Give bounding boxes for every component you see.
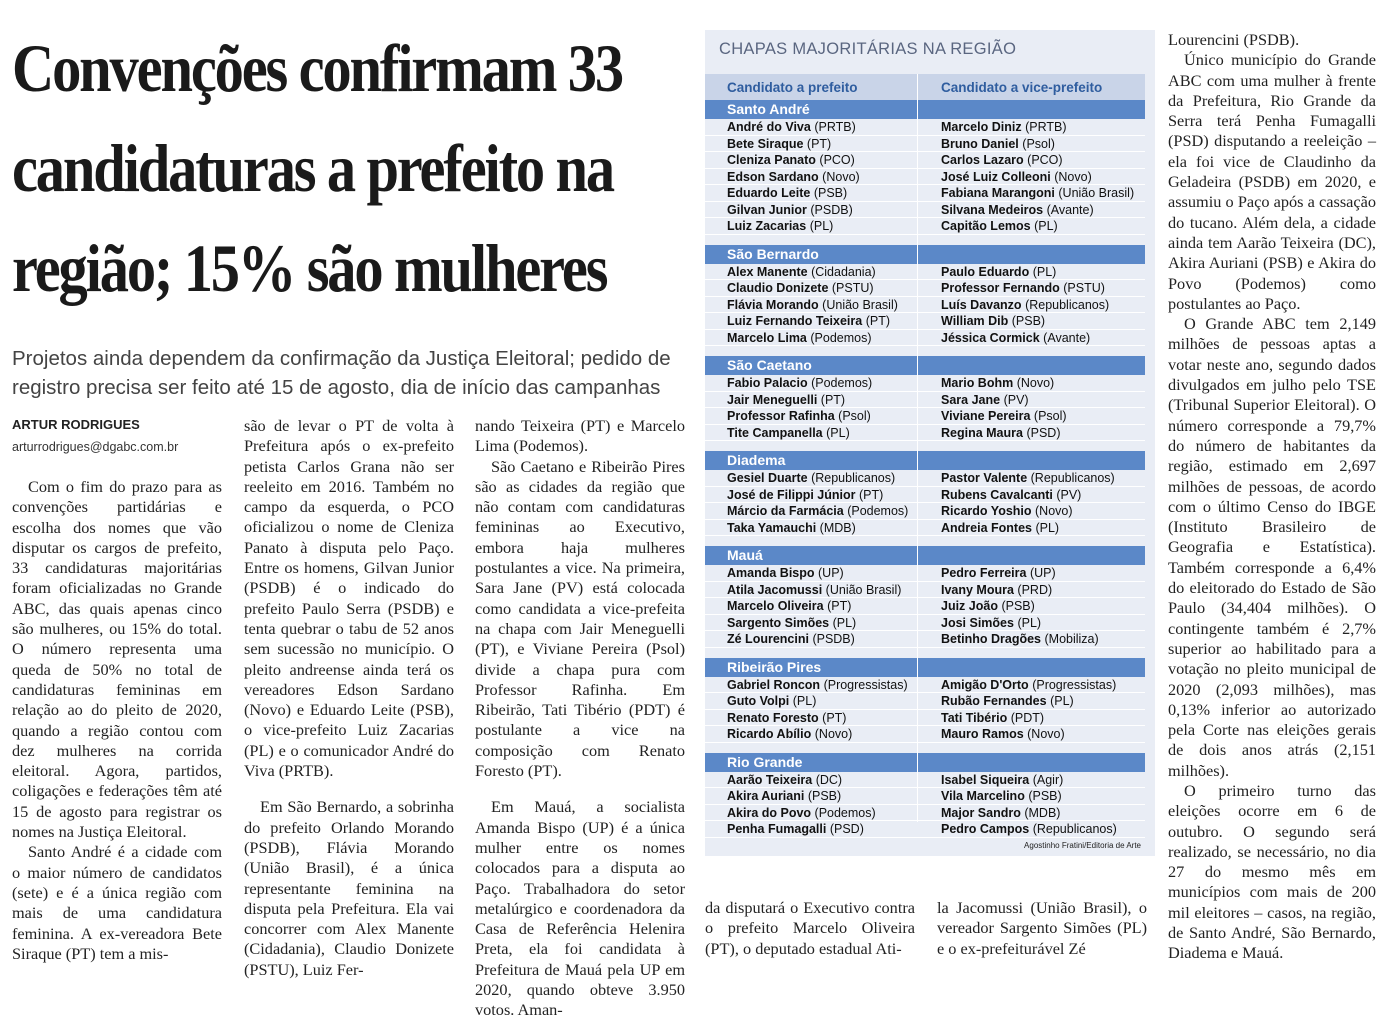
candidate-party: (Podemos) [814,805,876,820]
candidate-party: (Republicanos) [811,471,896,485]
candidate-party: (PT) [858,487,884,502]
table-row [705,631,1145,648]
candidato-prefeito [727,330,872,346]
table-row [705,693,1145,710]
candidate-party: (Podemos) [810,330,872,345]
header-prefeito: Candidato a prefeito [727,80,858,95]
table-row [705,582,1145,599]
paragraph: Único município do Grande ABC com uma mulher à frente da Prefeitura, Rio Grande da Serra terá Penha Fumagalli (PSD) disputando a reeleição – ela foi vice de Claudinho da Geladeira (PSDB) em 2020, e assumiu o Paço após a cassação do tucano. Além dela, a cidade ainda tem Aarão Teixeira (DC), Akira Auriani (PSB) e Akira do Povo (Podemos) como postulantes ao Paço. [1168,50,1376,313]
city-group [705,753,1145,838]
column-divider [917,74,918,822]
table-row [705,136,1145,153]
candidate-party: (PRTB) [1025,120,1067,134]
candidato-prefeito [727,487,883,503]
candidate-name: Paulo Eduardo [941,264,1030,279]
candidate-name: Juiz João [941,599,998,613]
candidato-prefeito [727,313,890,329]
candidato-prefeito [727,565,844,581]
candidate-name: Renato Foresto [727,710,819,725]
table-row [705,565,1145,582]
candidate-party: (PSTU) [831,281,874,295]
article-column-6 [1168,30,1376,964]
candidato-prefeito [727,503,908,519]
candidato-prefeito [727,693,816,709]
table-row [705,821,1145,838]
subhead: Projetos ainda dependem da confirmação da Justiça Eleitoral; pedido de registro precisa ser feito até 15 de agosto, dia de início das campanhas [12,347,671,399]
candidate-party: (PT) [865,314,891,328]
candidate-party: (Republicanos) [1025,297,1110,312]
candidate-party: (PT) [827,599,852,613]
candidate-name: Bruno Daniel [941,136,1019,151]
table-row [705,218,1145,235]
candidate-name: José de Filippi Júnior [727,487,856,502]
paragraph: la Jacomussi (União Brasil), o vereador Sargento Simões (PL) e o ex-prefeiturável Zé [937,898,1147,958]
table-row [705,520,1145,537]
table-row [705,470,1145,487]
candidate-party: (Cidadania) [811,264,876,279]
city-group [705,245,1145,347]
table-row [705,805,1145,822]
table-row [705,119,1145,136]
candidate-party: (PT) [820,392,846,407]
table-row [705,169,1145,186]
candidate-name: Taka Yamauchi [727,520,817,535]
candidate-party: (Mobiliza) [1044,632,1099,646]
candidate-party: (Republicanos) [1030,471,1115,485]
table-row [705,264,1145,281]
candidate-party: (PT) [806,136,832,151]
candidate-name: Regina Maura [941,425,1023,440]
candidate-party: (PL) [792,694,817,708]
candidate-party: (PL) [832,615,857,630]
candidate-name: Marcelo Diniz [941,120,1022,134]
candidate-party: (Progressistas) [823,677,908,692]
candidato-vice [941,631,1099,647]
candidate-party: (União Brasil) [822,297,898,312]
candidate-name: Ricardo Yoshio [941,504,1032,518]
candidate-name: Pastor Valente [941,471,1028,485]
city-group [705,658,1145,743]
candidato-vice [941,520,1059,536]
candidate-name: Akira Auriani [727,789,805,803]
candidato-vice [941,152,1063,168]
candidate-party: (PCO) [1027,153,1063,167]
candidate-name: Luiz Zacarias [727,219,807,233]
candidato-vice [941,330,1090,346]
candidate-party: (Novo) [814,727,853,741]
candidato-prefeito [727,185,847,201]
table-row [705,503,1145,520]
candidate-name: Amanda Bispo [727,566,815,580]
candidate-party: (Podemos) [847,504,909,518]
candidato-vice [941,280,1105,296]
candidato-vice [941,202,1094,218]
table-row [705,185,1145,202]
candidate-party: (Psol) [838,409,871,423]
candidato-vice [941,375,1054,391]
candidate-name: Josi Simões [941,615,1014,630]
candidato-prefeito [727,470,895,486]
author-byline: ARTUR RODRIGUES [12,417,140,432]
table-row [705,152,1145,169]
paragraph: O Grande ABC tem 2,149 milhões de pessoas aptas a votar neste ano, segundo dados divulgados em julho pelo TSE (Tribunal Superior Eleitoral). O número corresponde a 79,7% do número de habitantes da região, estimado em 2,697 milhões de pessoas, de acordo com o último Censo do IBGE (Instituto Brasileiro de Geografia e Estatística). Também corresponde a 6,4% do eleitorado do Estado de São Paulo (34,404 milhões). O contingente também é 2,7% superior ao habilitado para a votação no pleito municipal de 2020 (2,093 milhões), mas 0,13% inferior ao autorizado pela Corte nas eleições gerais de dois anos atrás (2,151 milhões). [1168,314,1376,780]
candidato-vice [941,119,1067,135]
candidato-prefeito [727,375,872,391]
article-column-3 [475,416,685,1021]
candidate-party: (PL) [809,219,834,233]
candidate-party: (MDB) [819,520,856,535]
headline: Convenções confirmam 33 candidaturas a prefeito na região; 15% são mulheres [12,30,622,306]
candidate-name: Penha Fumagalli [727,822,827,836]
table-row [705,726,1145,743]
candidato-prefeito [727,582,901,598]
candidate-name: Rubens Cavalcanti [941,487,1053,502]
candidate-party: (PSDB) [812,632,855,646]
candidate-party: (Novo) [1054,169,1092,184]
candidato-vice [941,169,1092,185]
candidate-name: Professor Rafinha [727,409,835,423]
city-group [705,451,1145,536]
candidate-name: Akira do Povo [727,805,812,820]
candidate-party: (PSB) [1028,789,1062,803]
table-row [705,202,1145,219]
candidato-vice [941,598,1035,614]
table-row [705,330,1145,347]
candidate-name: Atila Jacomussi [727,582,823,597]
candidate-party: (Agir) [1032,772,1064,787]
candidate-name: Luiz Fernando Teixeira [727,314,863,328]
candidate-party: (Psol) [1022,136,1055,151]
candidate-name: Gesiel Duarte [727,471,808,485]
city-title: São Bernardo [705,245,1145,264]
candidato-prefeito [727,169,860,185]
candidato-prefeito [727,136,831,152]
candidate-party: (PSD) [829,822,864,836]
candidato-prefeito [727,805,876,821]
candidate-name: Ivany Moura [941,582,1014,597]
candidate-name: Major Sandro [941,805,1021,820]
candidato-vice [941,487,1081,503]
candidato-vice [941,470,1115,486]
candidato-vice [941,408,1067,424]
candidate-name: André do Viva [727,120,811,134]
candidato-prefeito [727,297,898,313]
candidate-party: (Psol) [1033,409,1067,423]
city-title: São Caetano [705,356,1145,375]
candidate-party: (PL) [1034,219,1058,233]
candidato-prefeito [727,631,855,647]
candidate-party: (Republicanos) [1032,822,1117,836]
candidato-vice [941,788,1062,804]
header-vice: Candidato a vice-prefeito [941,80,1103,95]
candidato-vice [941,582,1052,598]
article-column-4 [705,898,915,959]
table-row [705,313,1145,330]
candidate-party: (Avante) [1043,330,1091,345]
candidato-vice [941,218,1058,234]
candidate-party: (Novo) [822,169,860,184]
candidate-name: Claudio Donizete [727,281,829,295]
candidate-party: (MDB) [1024,805,1061,820]
candidate-name: Guto Volpi [727,694,790,708]
table-row [705,375,1145,392]
paragraph: Em São Bernardo, a sobrinha do prefeito Orlando Morando (PSDB), Flávia Morando (União Brasil), é a única representante feminina na disputa pela Prefeitura. Ela vai concorrer com Alex Manente (Cidadania), Claudio Donizete (PSTU), Luiz Fer- [244,797,454,979]
candidato-prefeito [727,821,864,837]
candidato-vice [941,392,1029,408]
candidate-name: Alex Manente [727,264,808,279]
candidate-party: (União Brasil) [825,582,902,597]
candidato-prefeito [727,520,856,536]
candidato-prefeito [727,202,853,218]
candidato-prefeito [727,264,876,280]
candidato-prefeito [727,280,874,296]
candidato-prefeito [727,408,871,424]
candidate-party: (UP) [1029,566,1056,580]
candidate-party: (PDT) [1010,710,1045,725]
table-row [705,710,1145,727]
paragraph: O primeiro turno das eleições ocorre em 6 de outubro. O segundo será realizado, se necessário, no dia 27 do mesmo mês em municípios com mais de 200 mil eleitores – casos, na região, de Santo André, São Bernardo, Diadema e Mauá. [1168,780,1376,963]
candidate-name: Vila Marcelino [941,789,1025,803]
candidato-prefeito [727,119,856,135]
candidate-name: Andreia Fontes [941,520,1032,535]
candidate-name: Luís Davanzo [941,297,1022,312]
candidate-party: (DC) [815,772,843,787]
candidate-party: (PSB) [1001,599,1035,613]
candidate-name: Amigão D'Orto [941,677,1029,692]
paragraph: são de levar o PT de volta à Prefeitura após o ex-prefeito petista Carlos Grana não ser reeleito em 2016. Também no campo da esquerda, o PCO oficializou o nome de Cleniza Panato à disputa pelo Paço. Entre os homens, Gilvan Junior (PSDB) é o indicado do prefeito Paulo Serra (PSDB) e tenta quebrar o tabu de 52 anos sem sucessão no município. O pleito andreense ainda terá os vereadores Edson Sardano (Novo) e Eduardo Leite (PSB), o vice-prefeito Luiz Zacarias (PL) e o comunicador André do Viva (PRTB). [244,416,454,781]
article-column-2 [244,416,454,980]
candidate-name: Professor Fernando [941,281,1060,295]
candidate-party: (União Brasil) [1058,186,1135,200]
candidate-party: (PV) [1003,392,1029,407]
candidato-vice [941,693,1074,709]
candidate-name: Gabriel Roncon [727,677,821,692]
paragraph: São Caetano e Ribeirão Pires são as cidades da região que não contam com candidaturas femininas ao Executivo, embora haja mulheres postulantes a vice. Na primeira, Sara Jane (PV) está colocada como candidata a vice-prefeita na chapa com Jair Meneguelli (PT), e Viviane Pereira (Psol) divide a chapa pura com Professor Rafinha. Em Ribeirão, Tati Tibério (PDT) é postulante a vice na composição com Renato Foresto (PT). [475,456,685,781]
chapas-title: CHAPAS MAJORITÁRIAS NA REGIÃO [719,40,1017,58]
paragraph: Santo André é a cidade com o maior número de candidatos (sete) e é a única região com mais de uma candidatura feminina. A ex-vereadora Bete Siraque (PT) tem a mis- [12,842,222,963]
table-row [705,425,1145,442]
candidato-prefeito [727,615,856,631]
table-row [705,392,1145,409]
candidato-vice [941,615,1041,631]
candidate-party: (Novo) [1027,727,1065,741]
table-row [705,598,1145,615]
candidato-prefeito [727,726,852,742]
candidato-prefeito [727,788,841,804]
city-group [705,546,1145,648]
candidate-name: Jair Meneguelli [727,392,818,407]
table-header [705,74,1145,100]
candidate-party: (PSD) [1026,425,1061,440]
candidato-vice [941,313,1045,329]
candidato-prefeito [727,218,833,234]
candidate-name: Betinho Dragões [941,632,1042,646]
candidate-party: (PSB) [807,789,842,803]
candidato-prefeito [727,772,842,788]
candidate-name: Marcelo Lima [727,330,807,345]
candidate-name: Tite Campanella [727,425,823,440]
candidate-party: (PRTB) [814,120,856,134]
candidate-name: José Luiz Colleoni [941,169,1051,184]
candidate-name: Silvana Medeiros [941,202,1044,217]
candidate-name: Márcio da Farmácia [727,504,844,518]
candidate-name: Cleniza Panato [727,153,816,167]
candidato-prefeito [727,710,846,726]
candidate-name: Pedro Campos [941,822,1030,836]
candidate-party: (PL) [1035,520,1060,535]
candidate-name: Mauro Ramos [941,727,1024,741]
candidate-party: (PL) [826,425,850,440]
city-title: Mauá [705,546,1145,565]
candidato-vice [941,726,1065,742]
candidate-name: Marcelo Oliveira [727,599,824,613]
author-email[interactable]: arturrodrigues@dgabc.com.br [12,440,179,454]
city-title: Diadema [705,451,1145,470]
candidato-prefeito [727,425,850,441]
candidate-party: (PSTU) [1063,281,1105,295]
candidato-vice [941,710,1044,726]
candidato-prefeito [727,392,845,408]
candidate-name: Mario Bohm [941,376,1014,390]
candidate-party: (PV) [1056,487,1082,502]
candidate-party: (PT) [822,710,847,725]
candidate-name: William Dib [941,314,1009,328]
candidate-name: Eduardo Leite [727,186,811,200]
candidate-name: Zé Lourencini [727,632,809,646]
city-group [705,100,1145,235]
candidate-party: (PSB) [1011,314,1046,328]
candidate-name: Rubão Fernandes [941,694,1047,708]
table-row [705,772,1145,789]
candidate-name: Sara Jane [941,392,1001,407]
candidato-vice [941,185,1134,201]
candidato-vice [941,297,1109,313]
table-row [705,408,1145,425]
candidato-vice [941,821,1117,837]
candidate-name: Edson Sardano [727,169,819,184]
paragraph: Com o fim do prazo para as convenções partidárias e escolha dos nomes que vão disputar os cargos de prefeito, 33 candidaturas majoritárias foram oficializadas no Grande ABC, das quais apenas cinco são mulheres, ou 15% do total. O número representa uma queda de 50% no total de candidaturas femininas em relação ao do pleito de 2020, quando a região contou com dez mulheres na corrida eleitoral. Agora, partidos, coligações e federações têm até 15 de agosto para registrar os nomes na Justiça Eleitoral. [12,477,222,842]
candidate-name: Fabiana Marangoni [941,186,1055,200]
city-title: Rio Grande [705,753,1145,772]
table-row [705,297,1145,314]
article-column-1 [12,477,222,964]
candidate-party: (Progressistas) [1032,677,1117,692]
table-row [705,677,1145,694]
candidate-party: (PSDB) [810,202,853,217]
candidato-prefeito [727,677,908,693]
candidate-name: Bete Siraque [727,136,804,151]
city-title: Santo André [705,100,1145,119]
table-row [705,280,1145,297]
candidate-party: (Avante) [1046,202,1094,217]
city-title: Ribeirão Pires [705,658,1145,677]
candidate-name: Carlos Lazaro [941,153,1024,167]
table-row [705,487,1145,504]
candidate-party: (PSB) [813,186,848,200]
paragraph: da disputará o Executivo contra o prefeito Marcelo Oliveira (PT), o deputado estadual Ati- [705,898,915,958]
city-group [705,356,1145,441]
candidate-name: Fabio Palacio [727,376,808,390]
candidate-party: (Podemos) [811,376,873,390]
candidate-name: Tati Tibério [941,710,1008,725]
table-row [705,615,1145,632]
candidate-party: (PCO) [819,153,855,167]
candidato-vice [941,805,1060,821]
candidate-name: Pedro Ferreira [941,566,1027,580]
candidate-name: Isabel Siqueira [941,772,1030,787]
candidate-name: Aarão Teixeira [727,772,813,787]
candidato-vice [941,264,1056,280]
candidate-name: Jéssica Cormick [941,330,1040,345]
candidate-name: Ricardo Abílio [727,727,812,741]
candidato-vice [941,136,1055,152]
candidate-name: Capitão Lemos [941,219,1031,233]
candidato-vice [941,565,1056,581]
candidato-vice [941,425,1060,441]
paragraph: Lourencini (PSDB). [1168,30,1300,49]
candidate-name: Sargento Simões [727,615,830,630]
candidate-party: (Novo) [1016,376,1055,390]
article-column-5 [937,898,1147,959]
candidate-party: (PL) [1050,694,1074,708]
candidate-name: Viviane Pereira [941,409,1031,423]
candidato-prefeito [727,598,851,614]
candidato-prefeito [727,152,855,168]
paragraph: nando Teixeira (PT) e Marcelo Lima (Podemos). [475,416,685,456]
chapas-table [705,30,1155,856]
candidate-party: (PRD) [1017,582,1053,597]
candidate-name: Gilvan Junior [727,202,807,217]
candidate-party: (PL) [1032,264,1057,279]
table-row [705,788,1145,805]
candidate-party: (PL) [1017,615,1042,630]
candidato-vice [941,772,1063,788]
candidato-vice [941,677,1116,693]
candidate-party: (UP) [818,566,844,580]
candidate-party: (Novo) [1035,504,1073,518]
candidato-vice [941,503,1073,519]
candidate-name: Flávia Morando [727,297,819,312]
credit: Agostinho Fratini/Editoria de Arte [1024,841,1141,850]
paragraph: Em Mauá, a socialista Amanda Bispo (UP) é a única mulher entre os nomes colocados para a disputa ao Paço. Trabalhadora do setor metalúrgico e coordenadora da Casa de Referência Helenira Preta, ela foi candidata à Prefeitura de Mauá pela UP em 2020, quando obteve 3.950 votos. Aman- [475,797,685,1020]
